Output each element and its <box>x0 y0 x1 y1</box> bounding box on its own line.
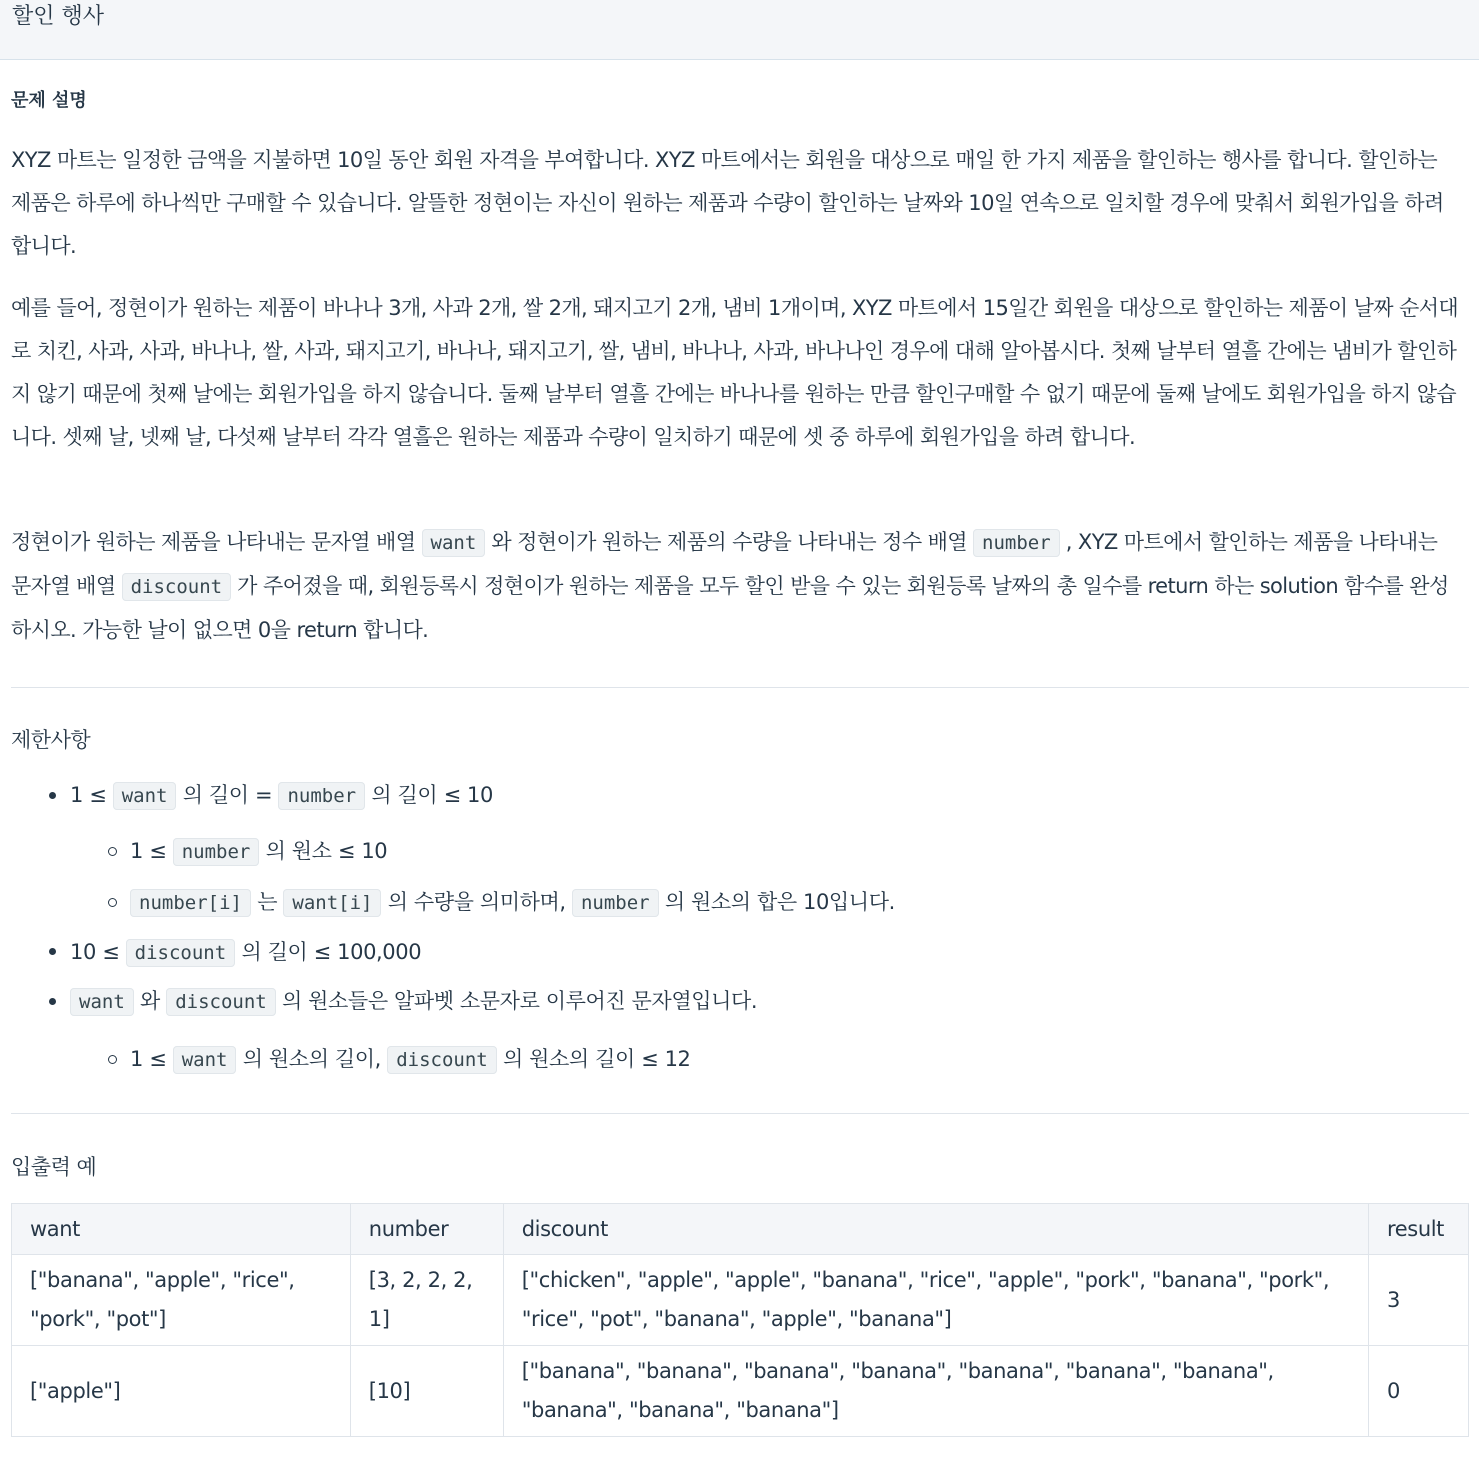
examples-table <box>11 1203 1469 1437</box>
inline-code: number <box>173 838 260 866</box>
description-paragraph-3 <box>11 521 1461 652</box>
text-segment: 와 정현이가 원하는 제품의 수량을 나타내는 정수 배열 <box>485 530 974 554</box>
section-divider <box>11 1113 1469 1114</box>
constraint-item-1 <box>70 777 493 814</box>
section-divider <box>11 687 1469 688</box>
sub-bullet-circle <box>108 1055 117 1064</box>
inline-code: number <box>278 782 365 810</box>
inline-code: want <box>173 1046 237 1074</box>
text-segment: 의 원소들은 알파벳 소문자로 이루어진 문자열입니다. <box>275 989 758 1013</box>
inline-code: want[i] <box>283 889 381 917</box>
constraints-heading: 제한사항 <box>11 728 91 752</box>
table-cell: ["chicken", "apple", "apple", "banana", "rice", "apple", "pork", "banana", "pork", "rice", "pot", "banana", "apple", "banana"] <box>503 1255 1368 1346</box>
examples-heading: 입출력 예 <box>11 1155 97 1179</box>
text-segment: 는 <box>250 890 284 914</box>
table-cell: ["banana", "banana", "banana", "banana", "banana", "banana", "banana", "banana", "banana", "banana"] <box>503 1346 1368 1437</box>
inline-code: discount <box>166 988 276 1016</box>
problem-header <box>0 0 1479 60</box>
table-cell: 3 <box>1368 1255 1468 1346</box>
description-paragraph-2: 예를 들어, 정현이가 원하는 제품이 바나나 3개, 사과 2개, 쌀 2개, 돼지고기 2개, 냄비 1개이며, XYZ 마트에서 15일간 회원을 대상으로 할인하는 제품이 날짜 순서대로 치킨, 사과, 사과, 바나나, 쌀, 사과, 돼지고기, 바나나, 돼지고기, 쌀, 냄비, 바나나, 사과, 바나나인 경우에 대해 알아봅시다. 첫째 날부터 열흘 간에는 냄비가 할인하지 않기 때문에 첫째 날에는 회원가입을 하지 않습니다. 둘째 날부터 열흘 간에는 바나나를 원하는 만큼 할인구매할 수 없기 때문에 둘째 날에도 회원가입을 하지 않습니다. 셋째 날, 넷째 날, 다섯째 날부터 각각 열흘은 원하는 제품과 수량이 일치하기 때문에 셋 중 하루에 회원가입을 하려 합니다. <box>11 296 1459 449</box>
bullet-dot <box>49 948 56 955</box>
table-cell: [10] <box>350 1346 503 1437</box>
text-segment: 의 길이 = <box>176 783 279 807</box>
text-segment: 1 ≤ <box>130 1047 173 1071</box>
constraint-item-3 <box>70 983 757 1020</box>
text-segment: 의 길이 ≤ 100,000 <box>235 940 422 964</box>
text-segment: 의 수량을 의미하며, <box>381 890 572 914</box>
constraint-subitem-3a <box>130 1041 691 1078</box>
column-header: discount <box>503 1204 1368 1255</box>
table-cell: ["apple"] <box>12 1346 351 1437</box>
inline-code: discount <box>126 939 236 967</box>
table-row <box>12 1255 1469 1346</box>
table-cell: 0 <box>1368 1346 1468 1437</box>
bullet-dot <box>49 792 56 799</box>
inline-code: number <box>973 529 1060 557</box>
column-header: want <box>12 1204 351 1255</box>
constraint-subitem-1a <box>130 833 387 870</box>
text-segment: 1 ≤ <box>70 783 113 807</box>
text-segment: 10 ≤ <box>70 940 126 964</box>
text-segment: 와 <box>133 989 167 1013</box>
constraint-subitem-1b <box>130 884 895 921</box>
text-segment: , XYZ 마트에서 할인하는 제품을 나타내는 문자열 배열 <box>11 530 1438 598</box>
inline-code: number[i] <box>130 889 251 917</box>
bullet-dot <box>49 998 56 1005</box>
table-cell: [3, 2, 2, 2, 1] <box>350 1255 503 1346</box>
description-paragraph-1: XYZ 마트는 일정한 금액을 지불하면 10일 동안 회원 자격을 부여합니다. XYZ 마트에서는 회원을 대상으로 매일 한 가지 제품을 할인하는 행사를 합니다. 할인하는 제품은 하루에 하나씩만 구매할 수 있습니다. 알뜰한 정현이는 자신이 원하는 제품과 수량이 할인하는 날짜와 10일 연속으로 일치할 경우에 맞춰서 회원가입을 하려 합니다. <box>11 148 1444 258</box>
inline-code: number <box>572 889 659 917</box>
text-segment: 의 원소의 길이 ≤ 12 <box>496 1047 691 1071</box>
table-row <box>12 1346 1469 1437</box>
text-segment: 의 원소 ≤ 10 <box>259 839 388 863</box>
column-header: number <box>350 1204 503 1255</box>
inline-code: want <box>113 782 177 810</box>
table-cell: ["banana", "apple", "rice", "pork", "pot"] <box>12 1255 351 1346</box>
text-segment: 가 주어졌을 때, 회원등록시 정현이가 원하는 제품을 모두 할인 받을 수 있는 회원등록 날짜의 총 일수를 return 하는 solution 함수를 완성하시오. 가능한 날이 없으면 0을 return 합니다. <box>11 574 1449 642</box>
column-header: result <box>1368 1204 1468 1255</box>
text-segment: 1 ≤ <box>130 839 173 863</box>
description-heading: 문제 설명 <box>11 90 87 111</box>
sub-bullet-circle <box>108 898 117 907</box>
text-segment: 의 원소의 길이, <box>236 1047 388 1071</box>
inline-code: want <box>70 988 134 1016</box>
problem-title: 할인 행사 <box>12 4 105 29</box>
inline-code: discount <box>122 573 232 601</box>
inline-code: discount <box>387 1046 497 1074</box>
text-segment: 의 길이 ≤ 10 <box>365 783 493 807</box>
inline-code: want <box>422 529 486 557</box>
table-header-row <box>12 1204 1469 1255</box>
sub-bullet-circle <box>108 847 117 856</box>
text-segment: 의 원소의 합은 10입니다. <box>658 890 895 914</box>
text-segment: 정현이가 원하는 제품을 나타내는 문자열 배열 <box>11 530 422 554</box>
constraint-item-2 <box>70 934 421 971</box>
